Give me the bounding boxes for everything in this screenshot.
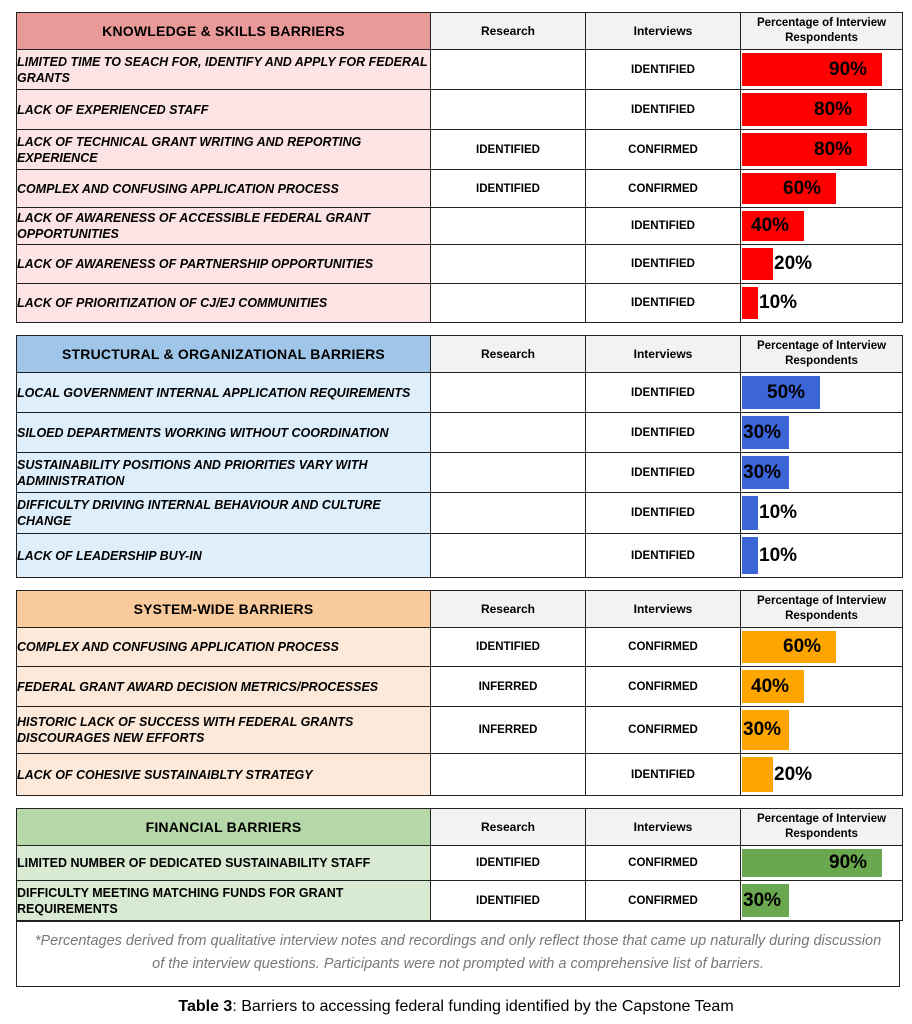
barrier-row — [17, 881, 903, 921]
research-status: IDENTIFIED — [431, 628, 586, 667]
percentage-cell — [741, 50, 903, 90]
interviews-status: IDENTIFIED — [586, 245, 741, 284]
interviews-status: IDENTIFIED — [586, 373, 741, 413]
percentage-cell — [741, 628, 903, 667]
barrier-label: SUSTAINABILITY POSITIONS AND PRIORITIES VARY WITH ADMINISTRATION — [17, 453, 431, 493]
interviews-status: IDENTIFIED — [586, 50, 741, 90]
percentage-column-header: Percentage of Interview Respondents — [741, 591, 903, 628]
barrier-label: LACK OF LEADERSHIP BUY-IN — [17, 534, 431, 578]
barrier-label: LOCAL GOVERNMENT INTERNAL APPLICATION REQUIREMENTS — [17, 373, 431, 413]
percentage-bar — [742, 248, 773, 280]
research-status — [431, 493, 586, 534]
interviews-column-header: Interviews — [586, 809, 741, 846]
interviews-status: CONFIRMED — [586, 846, 741, 881]
section-title: FINANCIAL BARRIERS — [17, 809, 431, 846]
barrier-row — [17, 754, 903, 796]
barrier-label: SILOED DEPARTMENTS WORKING WITHOUT COORDINATION — [17, 413, 431, 453]
barrier-label: DIFFICULTY DRIVING INTERNAL BEHAVIOUR AND CULTURE CHANGE — [17, 493, 431, 534]
section-header-row — [17, 809, 903, 846]
percentage-value: 60% — [783, 636, 822, 657]
barrier-row — [17, 373, 903, 413]
section-header-row — [17, 336, 903, 373]
percentage-cell — [741, 90, 903, 130]
percentage-cell — [741, 707, 903, 754]
barrier-section-table — [16, 335, 903, 578]
section-title: SYSTEM-WIDE BARRIERS — [17, 591, 431, 628]
percentage-cell — [741, 493, 903, 534]
barrier-section-table — [16, 590, 903, 796]
percentage-cell — [741, 846, 903, 881]
percentage-column-header: Percentage of Interview Respondents — [741, 13, 903, 50]
research-status — [431, 208, 586, 245]
interviews-status: IDENTIFIED — [586, 493, 741, 534]
section-title: KNOWLEDGE & SKILLS BARRIERS — [17, 13, 431, 50]
percentage-value: 30% — [743, 461, 782, 483]
barrier-label: LACK OF PRIORITIZATION OF CJ/EJ COMMUNITIES — [17, 284, 431, 323]
percentage-value: 90% — [829, 58, 868, 80]
interviews-status: CONFIRMED — [586, 130, 741, 170]
percentage-cell — [741, 453, 903, 493]
percentage-value: 40% — [751, 675, 790, 697]
barriers-document — [16, 12, 902, 987]
research-status: INFERRED — [431, 667, 586, 707]
interviews-status: IDENTIFIED — [586, 208, 741, 245]
percentage-cell — [741, 413, 903, 453]
percentage-cell — [741, 284, 903, 323]
percentage-bar — [742, 496, 758, 530]
interviews-status: IDENTIFIED — [586, 284, 741, 323]
percentage-cell — [741, 534, 903, 578]
barrier-row — [17, 667, 903, 707]
barrier-row — [17, 707, 903, 754]
research-status: IDENTIFIED — [431, 170, 586, 208]
research-status: INFERRED — [431, 707, 586, 754]
barrier-label: COMPLEX AND CONFUSING APPLICATION PROCESS — [17, 628, 431, 667]
barrier-row — [17, 245, 903, 284]
research-status — [431, 50, 586, 90]
interviews-status: IDENTIFIED — [586, 453, 741, 493]
barrier-label: LIMITED NUMBER OF DEDICATED SUSTAINABILITY STAFF — [17, 846, 431, 881]
research-column-header: Research — [431, 13, 586, 50]
caption-text: : Barriers to accessing federal funding identified by the Capstone Team — [232, 998, 734, 1015]
section-header-row — [17, 13, 903, 50]
percentage-value: 30% — [743, 421, 782, 443]
percentage-cell — [741, 881, 903, 921]
interviews-column-header: Interviews — [586, 591, 741, 628]
barrier-label: LIMITED TIME TO SEACH FOR, IDENTIFY AND APPLY FOR FEDERAL GRANTS — [17, 50, 431, 90]
section-title: STRUCTURAL & ORGANIZATIONAL BARRIERS — [17, 336, 431, 373]
research-status — [431, 90, 586, 130]
percentage-cell — [741, 667, 903, 707]
percentage-value: 30% — [743, 889, 782, 911]
barrier-sections — [16, 12, 902, 921]
barrier-row — [17, 846, 903, 881]
percentage-value: 20% — [774, 253, 813, 274]
research-status — [431, 754, 586, 796]
research-column-header: Research — [431, 809, 586, 846]
percentage-value: 10% — [759, 502, 798, 523]
percentage-value: 30% — [743, 719, 782, 740]
barrier-row — [17, 453, 903, 493]
percentage-column-header: Percentage of Interview Respondents — [741, 336, 903, 373]
section-header-row — [17, 591, 903, 628]
interviews-status: CONFIRMED — [586, 881, 741, 921]
percentage-bar — [742, 537, 758, 574]
percentage-value: 10% — [759, 544, 798, 566]
percentage-value: 10% — [759, 292, 798, 313]
barrier-row — [17, 50, 903, 90]
interviews-status: CONFIRMED — [586, 628, 741, 667]
research-column-header: Research — [431, 336, 586, 373]
percentage-value: 60% — [783, 177, 822, 199]
percentage-cell — [741, 208, 903, 245]
research-status: IDENTIFIED — [431, 846, 586, 881]
percentage-column-header: Percentage of Interview Respondents — [741, 809, 903, 846]
barrier-row — [17, 493, 903, 534]
caption-label: Table 3 — [178, 998, 233, 1015]
interviews-column-header: Interviews — [586, 336, 741, 373]
research-status — [431, 373, 586, 413]
barrier-section-table — [16, 808, 903, 921]
research-status — [431, 453, 586, 493]
footnote: *Percentages derived from qualitative interview notes and recordings and only reflect those that came up naturally during discussion of the interview questions. Participants were not prompted with a comprehensive list of barriers. — [16, 921, 900, 987]
interviews-status: CONFIRMED — [586, 707, 741, 754]
table-caption — [0, 998, 912, 1016]
research-status: IDENTIFIED — [431, 881, 586, 921]
barrier-label: LACK OF AWARENESS OF ACCESSIBLE FEDERAL GRANT OPPORTUNITIES — [17, 208, 431, 245]
research-status — [431, 284, 586, 323]
barrier-label: COMPLEX AND CONFUSING APPLICATION PROCESS — [17, 170, 431, 208]
barrier-label: DIFFICULTY MEETING MATCHING FUNDS FOR GRANT REQUIREMENTS — [17, 881, 431, 921]
barrier-label: FEDERAL GRANT AWARD DECISION METRICS/PROCESSES — [17, 667, 431, 707]
barrier-label: HISTORIC LACK OF SUCCESS WITH FEDERAL GRANTS DISCOURAGES NEW EFFORTS — [17, 707, 431, 754]
barrier-label: LACK OF AWARENESS OF PARTNERSHIP OPPORTUNITIES — [17, 245, 431, 284]
interviews-column-header: Interviews — [586, 13, 741, 50]
interviews-status: CONFIRMED — [586, 667, 741, 707]
barrier-row — [17, 628, 903, 667]
percentage-value: 50% — [767, 381, 806, 403]
interviews-status: IDENTIFIED — [586, 534, 741, 578]
interviews-status: IDENTIFIED — [586, 413, 741, 453]
barrier-row — [17, 90, 903, 130]
research-status — [431, 413, 586, 453]
percentage-value: 80% — [814, 138, 853, 160]
research-status — [431, 534, 586, 578]
percentage-value: 40% — [751, 215, 790, 236]
interviews-status: IDENTIFIED — [586, 90, 741, 130]
percentage-value: 80% — [814, 98, 853, 120]
barrier-row — [17, 170, 903, 208]
barrier-row — [17, 284, 903, 323]
percentage-value: 90% — [829, 852, 868, 873]
percentage-cell — [741, 245, 903, 284]
barrier-label: LACK OF EXPERIENCED STAFF — [17, 90, 431, 130]
barrier-section-table — [16, 12, 903, 323]
percentage-cell — [741, 373, 903, 413]
barrier-row — [17, 534, 903, 578]
percentage-value: 20% — [774, 763, 813, 785]
barrier-label: LACK OF COHESIVE SUSTAINAIBLTY STRATEGY — [17, 754, 431, 796]
barrier-row — [17, 208, 903, 245]
research-status — [431, 245, 586, 284]
barrier-label: LACK OF TECHNICAL GRANT WRITING AND REPORTING EXPERIENCE — [17, 130, 431, 170]
barrier-row — [17, 413, 903, 453]
percentage-bar — [742, 757, 773, 792]
barrier-row — [17, 130, 903, 170]
percentage-bar — [742, 287, 758, 319]
percentage-cell — [741, 130, 903, 170]
research-status: IDENTIFIED — [431, 130, 586, 170]
interviews-status: IDENTIFIED — [586, 754, 741, 796]
research-column-header: Research — [431, 591, 586, 628]
interviews-status: CONFIRMED — [586, 170, 741, 208]
percentage-cell — [741, 170, 903, 208]
percentage-cell — [741, 754, 903, 796]
